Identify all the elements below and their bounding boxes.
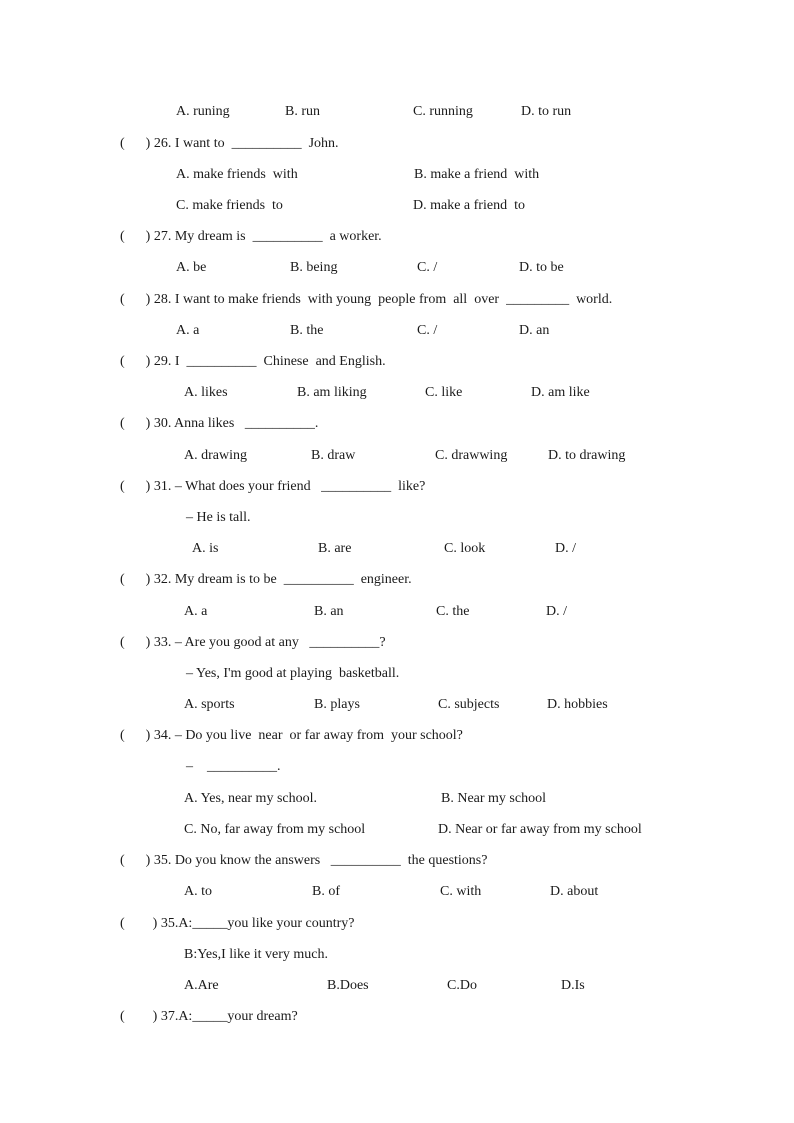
q32-option-c: C. the — [436, 604, 470, 619]
q31-option-b: B. are — [318, 541, 352, 556]
q33-reply: – Yes, I'm good at playing basketball. — [186, 666, 400, 681]
q34-option-d: D. Near or far away from my school — [438, 822, 642, 837]
q34-option-a: A. Yes, near my school. — [184, 791, 317, 806]
q33-option-a: A. sports — [184, 697, 235, 712]
q35-option-c: C. with — [440, 884, 482, 899]
q33-option-c: C. subjects — [438, 697, 500, 712]
q29-option-c: C. like — [425, 385, 463, 400]
q28-option-a: A. a — [176, 323, 200, 338]
q36-option-d: D.Is — [561, 978, 585, 993]
q33-option-b: B. plays — [314, 697, 360, 712]
q36-option-a: A.Are — [184, 978, 219, 993]
q29-option-a: A. likes — [184, 385, 228, 400]
q31-option-a: A. is — [192, 541, 219, 556]
q28-stem: ( ) 28. I want to make friends with young people from all over _________ world. — [120, 292, 613, 307]
q31-stem: ( ) 31. – What does your friend __________ like? — [120, 479, 426, 494]
q28-option-b: B. the — [290, 323, 324, 338]
q35-option-d: D. about — [550, 884, 599, 899]
q35-stem: ( ) 35. Do you know the answers __________ the questions? — [120, 853, 488, 868]
q36-option-c: C.Do — [447, 978, 477, 993]
q34-stem: ( ) 34. – Do you live near or far away from your school? — [120, 728, 463, 743]
q36-reply: B:Yes,I like it very much. — [184, 947, 329, 962]
q35-option-b: B. of — [312, 884, 340, 899]
q33-option-d: D. hobbies — [547, 697, 608, 712]
q32-option-d: D. / — [546, 604, 567, 619]
q25-option-d: D. to run — [521, 104, 572, 119]
q31-reply: – He is tall. — [186, 510, 251, 525]
q29-stem: ( ) 29. I __________ Chinese and English. — [120, 354, 386, 369]
q27-option-b: B. being — [290, 260, 338, 275]
q26-option-b: B. make a friend with — [414, 167, 540, 182]
q26-option-d: D. make a friend to — [413, 198, 525, 213]
q28-option-c: C. / — [417, 323, 438, 338]
q35-option-a: A. to — [184, 884, 212, 899]
q30-option-b: B. draw — [311, 448, 356, 463]
q31-option-d: D. / — [555, 541, 576, 556]
q29-option-b: B. am liking — [297, 385, 367, 400]
q29-option-d: D. am like — [531, 385, 590, 400]
q36-option-b: B.Does — [327, 978, 369, 993]
q30-option-d: D. to drawing — [548, 448, 626, 463]
q34-reply: – __________. — [186, 759, 281, 774]
q32-option-b: B. an — [314, 604, 344, 619]
q27-option-a: A. be — [176, 260, 207, 275]
q36-stem: ( ) 35.A:_____you like your country? — [120, 916, 355, 931]
q32-option-a: A. a — [184, 604, 208, 619]
q37-stem: ( ) 37.A:_____your dream? — [120, 1009, 298, 1024]
q26-option-c: C. make friends to — [176, 198, 283, 213]
q27-option-c: C. / — [417, 260, 438, 275]
q34-option-b: B. Near my school — [441, 791, 546, 806]
q27-stem: ( ) 27. My dream is __________ a worker. — [120, 229, 382, 244]
q33-stem: ( ) 33. – Are you good at any __________? — [120, 635, 386, 650]
q25-option-a: A. runing — [176, 104, 230, 119]
q30-stem: ( ) 30. Anna likes __________. — [120, 416, 319, 431]
q30-option-a: A. drawing — [184, 448, 247, 463]
q25-option-b: B. run — [285, 104, 320, 119]
q34-option-c: C. No, far away from my school — [184, 822, 366, 837]
q26-option-a: A. make friends with — [176, 167, 298, 182]
q30-option-c: C. drawwing — [435, 448, 508, 463]
q28-option-d: D. an — [519, 323, 550, 338]
q27-option-d: D. to be — [519, 260, 564, 275]
q32-stem: ( ) 32. My dream is to be __________ engineer. — [120, 572, 412, 587]
q26-stem: ( ) 26. I want to __________ John. — [120, 136, 339, 151]
q25-option-c: C. running — [413, 104, 473, 119]
q31-option-c: C. look — [444, 541, 486, 556]
